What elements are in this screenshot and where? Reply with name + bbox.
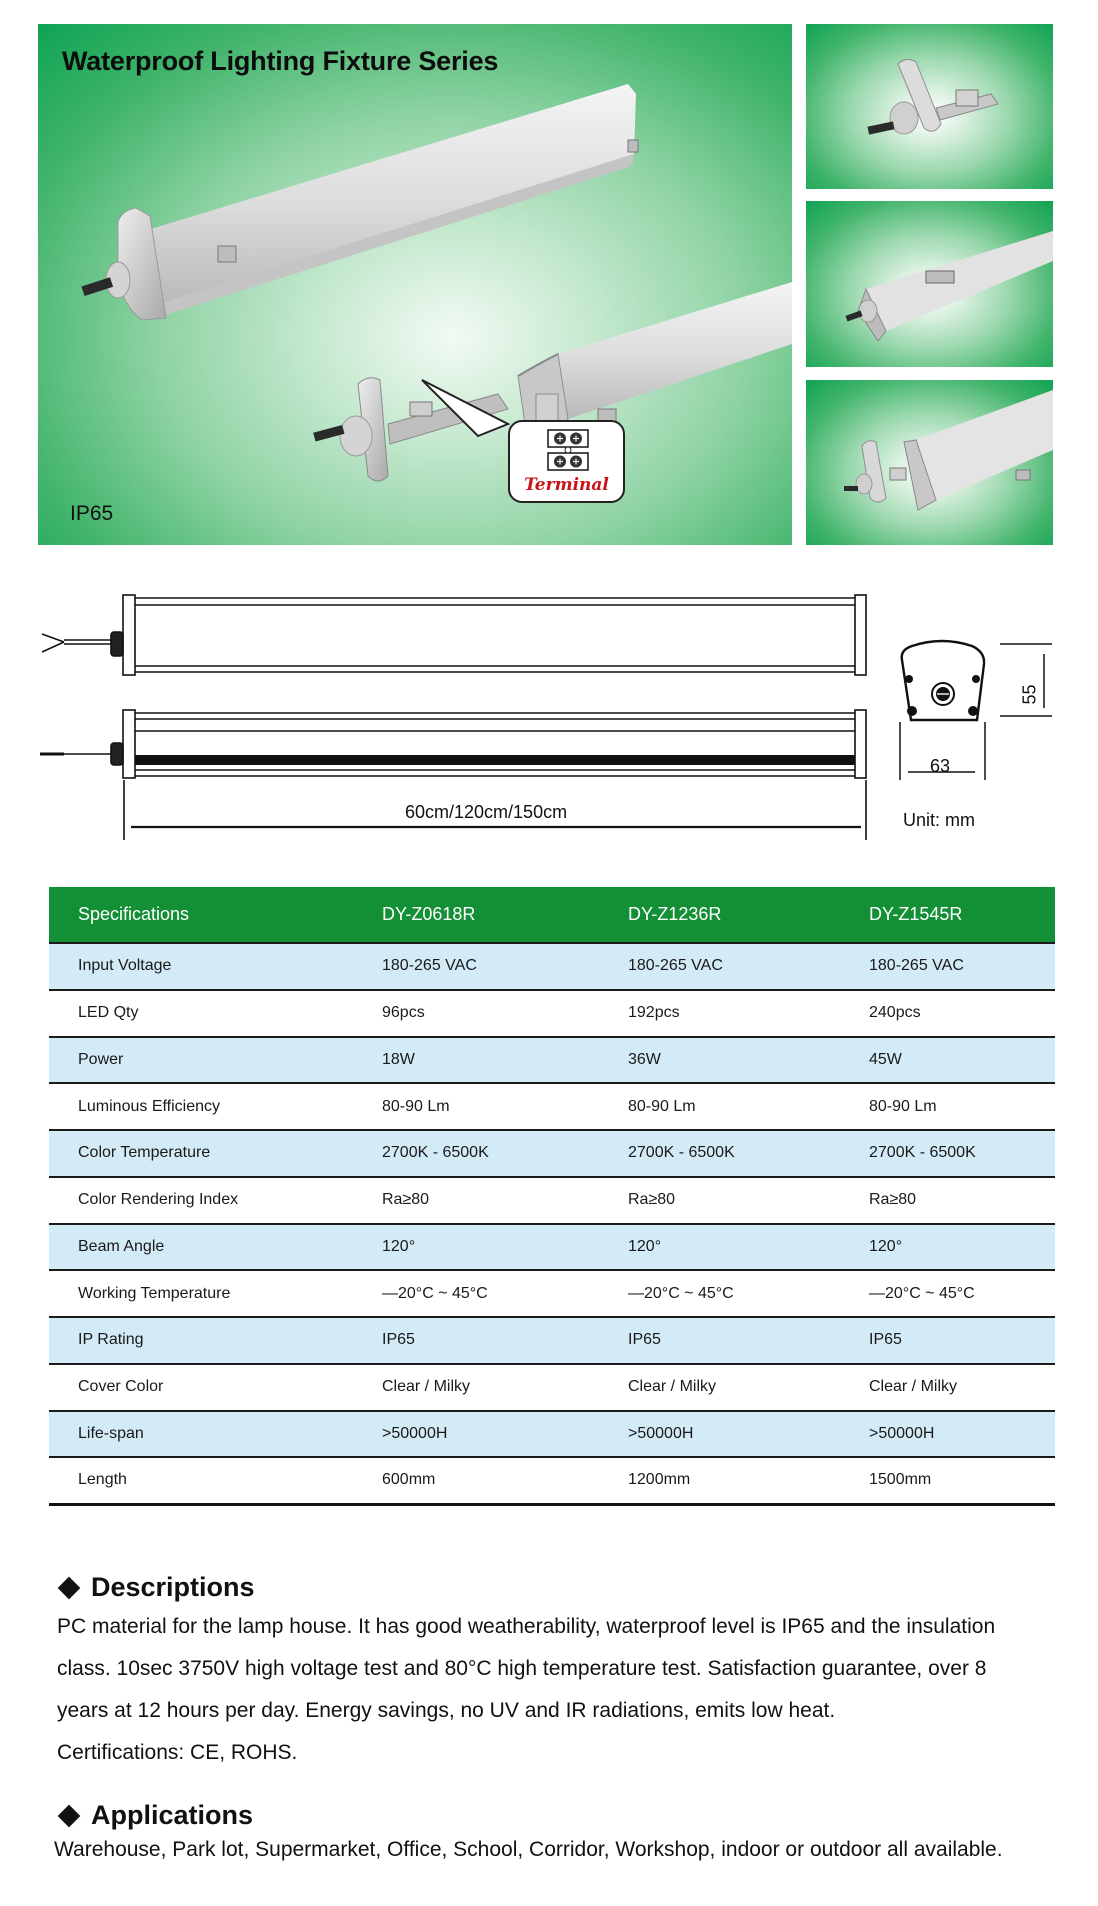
table-header-row <box>49 887 1055 943</box>
spec-value: 80-90 Lm <box>840 1083 1055 1130</box>
spec-value: 240pcs <box>840 990 1055 1037</box>
spec-label: Length <box>49 1457 353 1504</box>
certifications-line: Certifications: CE, ROHS. <box>57 1741 298 1764</box>
spec-value: 2700K - 6500K <box>840 1130 1055 1177</box>
spec-value: IP65 <box>353 1317 599 1364</box>
table-row <box>49 1177 1055 1224</box>
spec-value: Ra≥80 <box>599 1177 840 1224</box>
spec-value: 192pcs <box>599 990 840 1037</box>
height-dimension-label: 55 <box>1019 684 1040 705</box>
unit-label: Unit: mm <box>903 810 975 830</box>
spec-value: Ra≥80 <box>353 1177 599 1224</box>
table-row <box>49 1083 1055 1130</box>
table-row <box>49 990 1055 1037</box>
terminal-label: Terminal <box>524 475 609 495</box>
width-dimension-label: 63 <box>930 756 951 776</box>
detail-image-fixture-end <box>806 201 1053 367</box>
spec-value: 80-90 Lm <box>353 1083 599 1130</box>
spec-label: Color Temperature <box>49 1130 353 1177</box>
spec-label: Beam Angle <box>49 1224 353 1271</box>
spec-value: Ra≥80 <box>840 1177 1055 1224</box>
spec-value: 1200mm <box>599 1457 840 1504</box>
spec-value: 18W <box>353 1037 599 1084</box>
spec-value: 120° <box>353 1224 599 1271</box>
terminal-callout <box>508 420 625 503</box>
applications-body: Warehouse, Park lot, Supermarket, Office, School, Corridor, Workshop, indoor or outdoor all available. <box>54 1838 1003 1861</box>
hero-product-image <box>38 24 792 545</box>
spec-value: Clear / Milky <box>599 1364 840 1411</box>
diamond-bullet-icon <box>58 1804 81 1827</box>
ip-rating-badge: IP65 <box>70 502 114 525</box>
table-row <box>49 1364 1055 1411</box>
spec-value: IP65 <box>840 1317 1055 1364</box>
description-line: class. 10sec 3750V high voltage test and 80°C high temperature test. Satisfaction guarantee, over 8 <box>57 1657 987 1680</box>
spec-label: Cover Color <box>49 1364 353 1411</box>
table-row <box>49 1270 1055 1317</box>
spec-value: IP65 <box>599 1317 840 1364</box>
spec-value: 96pcs <box>353 990 599 1037</box>
spec-value: >50000H <box>840 1411 1055 1458</box>
applications-heading-text: Applications <box>91 1800 254 1830</box>
detail-image-disassembled <box>806 380 1053 545</box>
description-line: PC material for the lamp house. It has good weatherability, waterproof level is IP65 and the insulation <box>57 1615 996 1638</box>
table-row <box>49 943 1055 990</box>
spec-label: LED Qty <box>49 990 353 1037</box>
specifications-table <box>49 887 1055 1506</box>
spec-value: Clear / Milky <box>840 1364 1055 1411</box>
spec-value: 1500mm <box>840 1457 1055 1504</box>
table-row <box>49 1457 1055 1504</box>
column-header: Specifications <box>49 887 353 943</box>
disassembled-illustration <box>806 380 1053 545</box>
table-row <box>49 1224 1055 1271</box>
spec-label: Life-span <box>49 1411 353 1458</box>
spec-label: Luminous Efficiency <box>49 1083 353 1130</box>
spec-value: 120° <box>840 1224 1055 1271</box>
spec-label: Power <box>49 1037 353 1084</box>
spec-label: IP Rating <box>49 1317 353 1364</box>
diamond-bullet-icon <box>58 1576 81 1599</box>
spec-label: Color Rendering Index <box>49 1177 353 1224</box>
spec-value: >50000H <box>599 1411 840 1458</box>
column-header: DY-Z0618R <box>353 887 599 943</box>
spec-value: 36W <box>599 1037 840 1084</box>
product-series-title: Waterproof Lighting Fixture Series <box>62 46 499 76</box>
fixture-end-illustration <box>806 201 1053 367</box>
column-header: DY-Z1545R <box>840 887 1055 943</box>
detail-image-end-cap <box>806 24 1053 189</box>
spec-label: Input Voltage <box>49 943 353 990</box>
spec-value: 600mm <box>353 1457 599 1504</box>
terminal-block-icon <box>546 428 590 472</box>
spec-value: >50000H <box>353 1411 599 1458</box>
table-row <box>49 1037 1055 1084</box>
spec-value: 2700K - 6500K <box>599 1130 840 1177</box>
spec-value: —20°C ~ 45°C <box>840 1270 1055 1317</box>
spec-label: Working Temperature <box>49 1270 353 1317</box>
table-row <box>49 1317 1055 1364</box>
length-dimension-label: 60cm/120cm/150cm <box>405 802 568 822</box>
description-line: years at 12 hours per day. Energy savings, no UV and IR radiations, emits low heat. <box>57 1699 836 1722</box>
spec-value: 45W <box>840 1037 1055 1084</box>
spec-value: Clear / Milky <box>353 1364 599 1411</box>
spec-value: 180-265 VAC <box>840 943 1055 990</box>
spec-value: 80-90 Lm <box>599 1083 840 1130</box>
spec-value: 120° <box>599 1224 840 1271</box>
spec-value: 2700K - 6500K <box>353 1130 599 1177</box>
end-profile-drawing <box>900 641 1052 780</box>
fixture-render-illustration <box>38 24 792 545</box>
end-cap-illustration <box>806 24 1053 189</box>
table-row <box>49 1411 1055 1458</box>
spec-value: —20°C ~ 45°C <box>599 1270 840 1317</box>
spec-value: 180-265 VAC <box>353 943 599 990</box>
applications-heading <box>57 1800 253 1831</box>
spec-value: 180-265 VAC <box>599 943 840 990</box>
descriptions-heading <box>57 1572 255 1603</box>
descriptions-body <box>57 1606 1067 1774</box>
spec-value: —20°C ~ 45°C <box>353 1270 599 1317</box>
column-header: DY-Z1236R <box>599 887 840 943</box>
descriptions-heading-text: Descriptions <box>91 1572 255 1602</box>
table-row <box>49 1130 1055 1177</box>
